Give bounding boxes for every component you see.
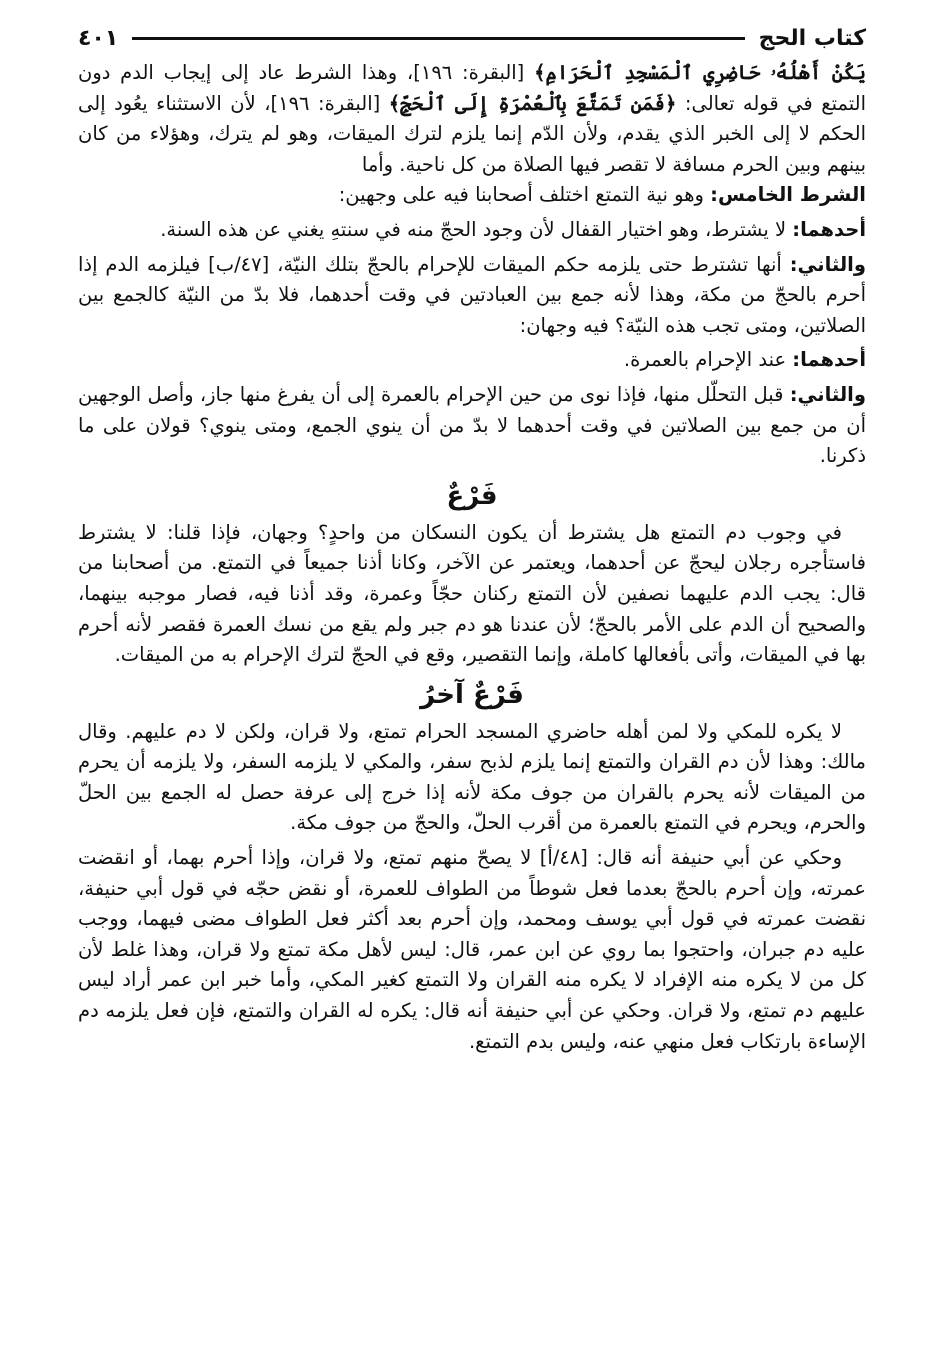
paragraph xyxy=(78,215,866,246)
paragraph-text: لا يشترط، وهو اختيار القفال لأن وجود الحجّ منه في سنتهِ يغني عن هذه السنة. xyxy=(160,217,793,241)
paragraph-lead: والثاني: xyxy=(789,252,866,276)
paragraph-lead: أحدهما: xyxy=(792,217,866,241)
paragraph-text: قبل التحلّل منها، فإذا نوى من حين الإحرام بالعمرة إلى أن يفرغ منها جاز، وأصل الوجهين أن من جمع بين الصلاتين في وقت أحدهما لا بدّ من أن ينوي الجمع، ومتى ينوي؟ قولان على ما ذكرنا. xyxy=(78,382,866,468)
paragraph xyxy=(78,380,866,472)
section-heading: فَرْعٌ آخرُ xyxy=(420,679,524,710)
paragraph-lead: والثاني: xyxy=(789,382,866,406)
paragraph-text: وحكي عن أبي حنيفة أنه قال: [٤٨/أ] لا يصحّ منهم تمتع، ولا قران، وإذا أحرم بهما، أو انقضت عمرته، وإن أحرم بالحجّ بعدما فعل شوطاً من الطواف للعمرة، أو نقض حجّه في قول أبي حنيفة، نقضت عمرته في قول أبي يوسف ومحمد، وإن أحرم بعد أكثر فعل الطواف مضى فيهما، ووجب عليه دم جبران، واحتجوا بما روي عن ابن عمر، قال: ليس لأهل مكة تمتع ولا قران، وهذا غلط لأن كل من لا يكره منه الإفراد لا يكره منه القران ولا التمتع كغير المكي، وأما خبر ابن عمر أراد ليس عليهم دم تمتع، ولا قران. وحكي عن أبي حنيفة أنه قال: يكره له القران والتمتع، فإن فعل يلزمه دم الإساءة بارتكاب فعل منهي عنه، وليس بدم التمتع. xyxy=(78,846,866,1053)
quran-quote: يَكُنْ أَهْلُهُۥ حَاضِرِي ٱلْمَسْجِدِ ٱلْحَرَامِ﴾ xyxy=(534,61,866,84)
paragraph-text: وهو نية التمتع اختلف أصحابنا فيه على وجهين: xyxy=(338,183,711,207)
paragraph xyxy=(78,345,866,376)
paragraph xyxy=(78,717,866,839)
section-heading: فَرْعٌ xyxy=(446,480,498,511)
paragraph xyxy=(78,843,866,1057)
page-header xyxy=(78,18,866,58)
quran-quote: ﴿فَمَن تَمَتَّعَ بِٱلْعُمْرَةِ إِلَى ٱلْحَجِّ﴾ xyxy=(388,91,677,115)
paragraph-lead: أحدهما: xyxy=(792,348,866,372)
paragraph-text: [البقرة: ١٩٦]، لأن الاستثناء يعُود إلى الحكم لا إلى الخبر الذي يقدم، ولأن الدّم إنما يلزم لترك الميقات، وهو لم يترك، وهؤلاء من كان بينهم وبين الحرم مسافة لا تقصر فيها الصلاة من كل ناحية. وأما xyxy=(78,91,866,176)
paragraph xyxy=(78,58,866,180)
paragraph-text: أنها تشترط حتى يلزمه حكم الميقات للإحرام بالحجّ بتلك النيّة، [٤٧/ب] فيلزمه الدم إذا أحرم بالحجّ من مكة، وهذا لأنه جمع بين العبادتين في وقت أحدهما، فلا بدّ من النيّة كالجمع بين الصلاتين، ومتى تجب هذه النيّة؟ فيه وجهان: xyxy=(78,252,866,337)
paragraph-text: [البقرة: ١٩٦]، وهذا الشرط عاد إلى إيجاب الدم دون التمتع في قوله تعالى: xyxy=(78,61,866,115)
paragraph xyxy=(78,180,866,211)
paragraph-lead: الشرط الخامس: xyxy=(710,183,866,207)
page-number: ٤٠١ xyxy=(78,25,119,51)
paragraph-text: في وجوب دم التمتع هل يشترط أن يكون النسكان من واحدٍ؟ وجهان، فإذا قلنا: لا يشترط فاستأجره رجلان ليحجّ عن أحدهما، ويعتمر عن الآخر، وكانا أذنا جميعاً في التمتع. من أصحابنا من قال: يجب الدم عليهما نصفين لأن التمتع ركنان حجّاً وعمرة، وقد أذنا فيه، فصار موجبه بينهما، والصحيح أن الدم على الأمر بالحجّ؛ لأن عندنا هو دم جبر ولم يقع من نسك العمرة فقصر لأنه أحرم بها في الميقات، وأتى بأفعالها كاملة، وإنما التقصير، وقع في الحجّ لترك الإحرام به من الميقات. xyxy=(78,520,866,667)
paragraph xyxy=(78,250,866,342)
header-rule xyxy=(132,37,744,40)
book-page xyxy=(78,18,866,1346)
paragraph-text: عند الإحرام بالعمرة. xyxy=(623,348,793,372)
paragraph xyxy=(78,518,866,671)
paragraph-text: لا يكره للمكي ولا لمن أهله حاضري المسجد الحرام تمتع، ولا قران، ولكن لا دم عليهم. وقال مالك: وهذا لأن دم القران والتمتع إنما يلزم لذبح سفر، والمكي لا يلزمه السفر، ولا يلزمه أن يحرم من الميقات لأنه يحرم بالقران من جوف مكة لأنه إذا خرج إلى عرفة حصل له الجمع بين الحلّ والحرم، ويحرم في التمتع بالعمرة من أقرب الحلّ، والحجّ من جوف مكة. xyxy=(78,719,866,835)
running-title: كتاب الحج xyxy=(758,25,866,51)
main-text xyxy=(78,58,866,1057)
